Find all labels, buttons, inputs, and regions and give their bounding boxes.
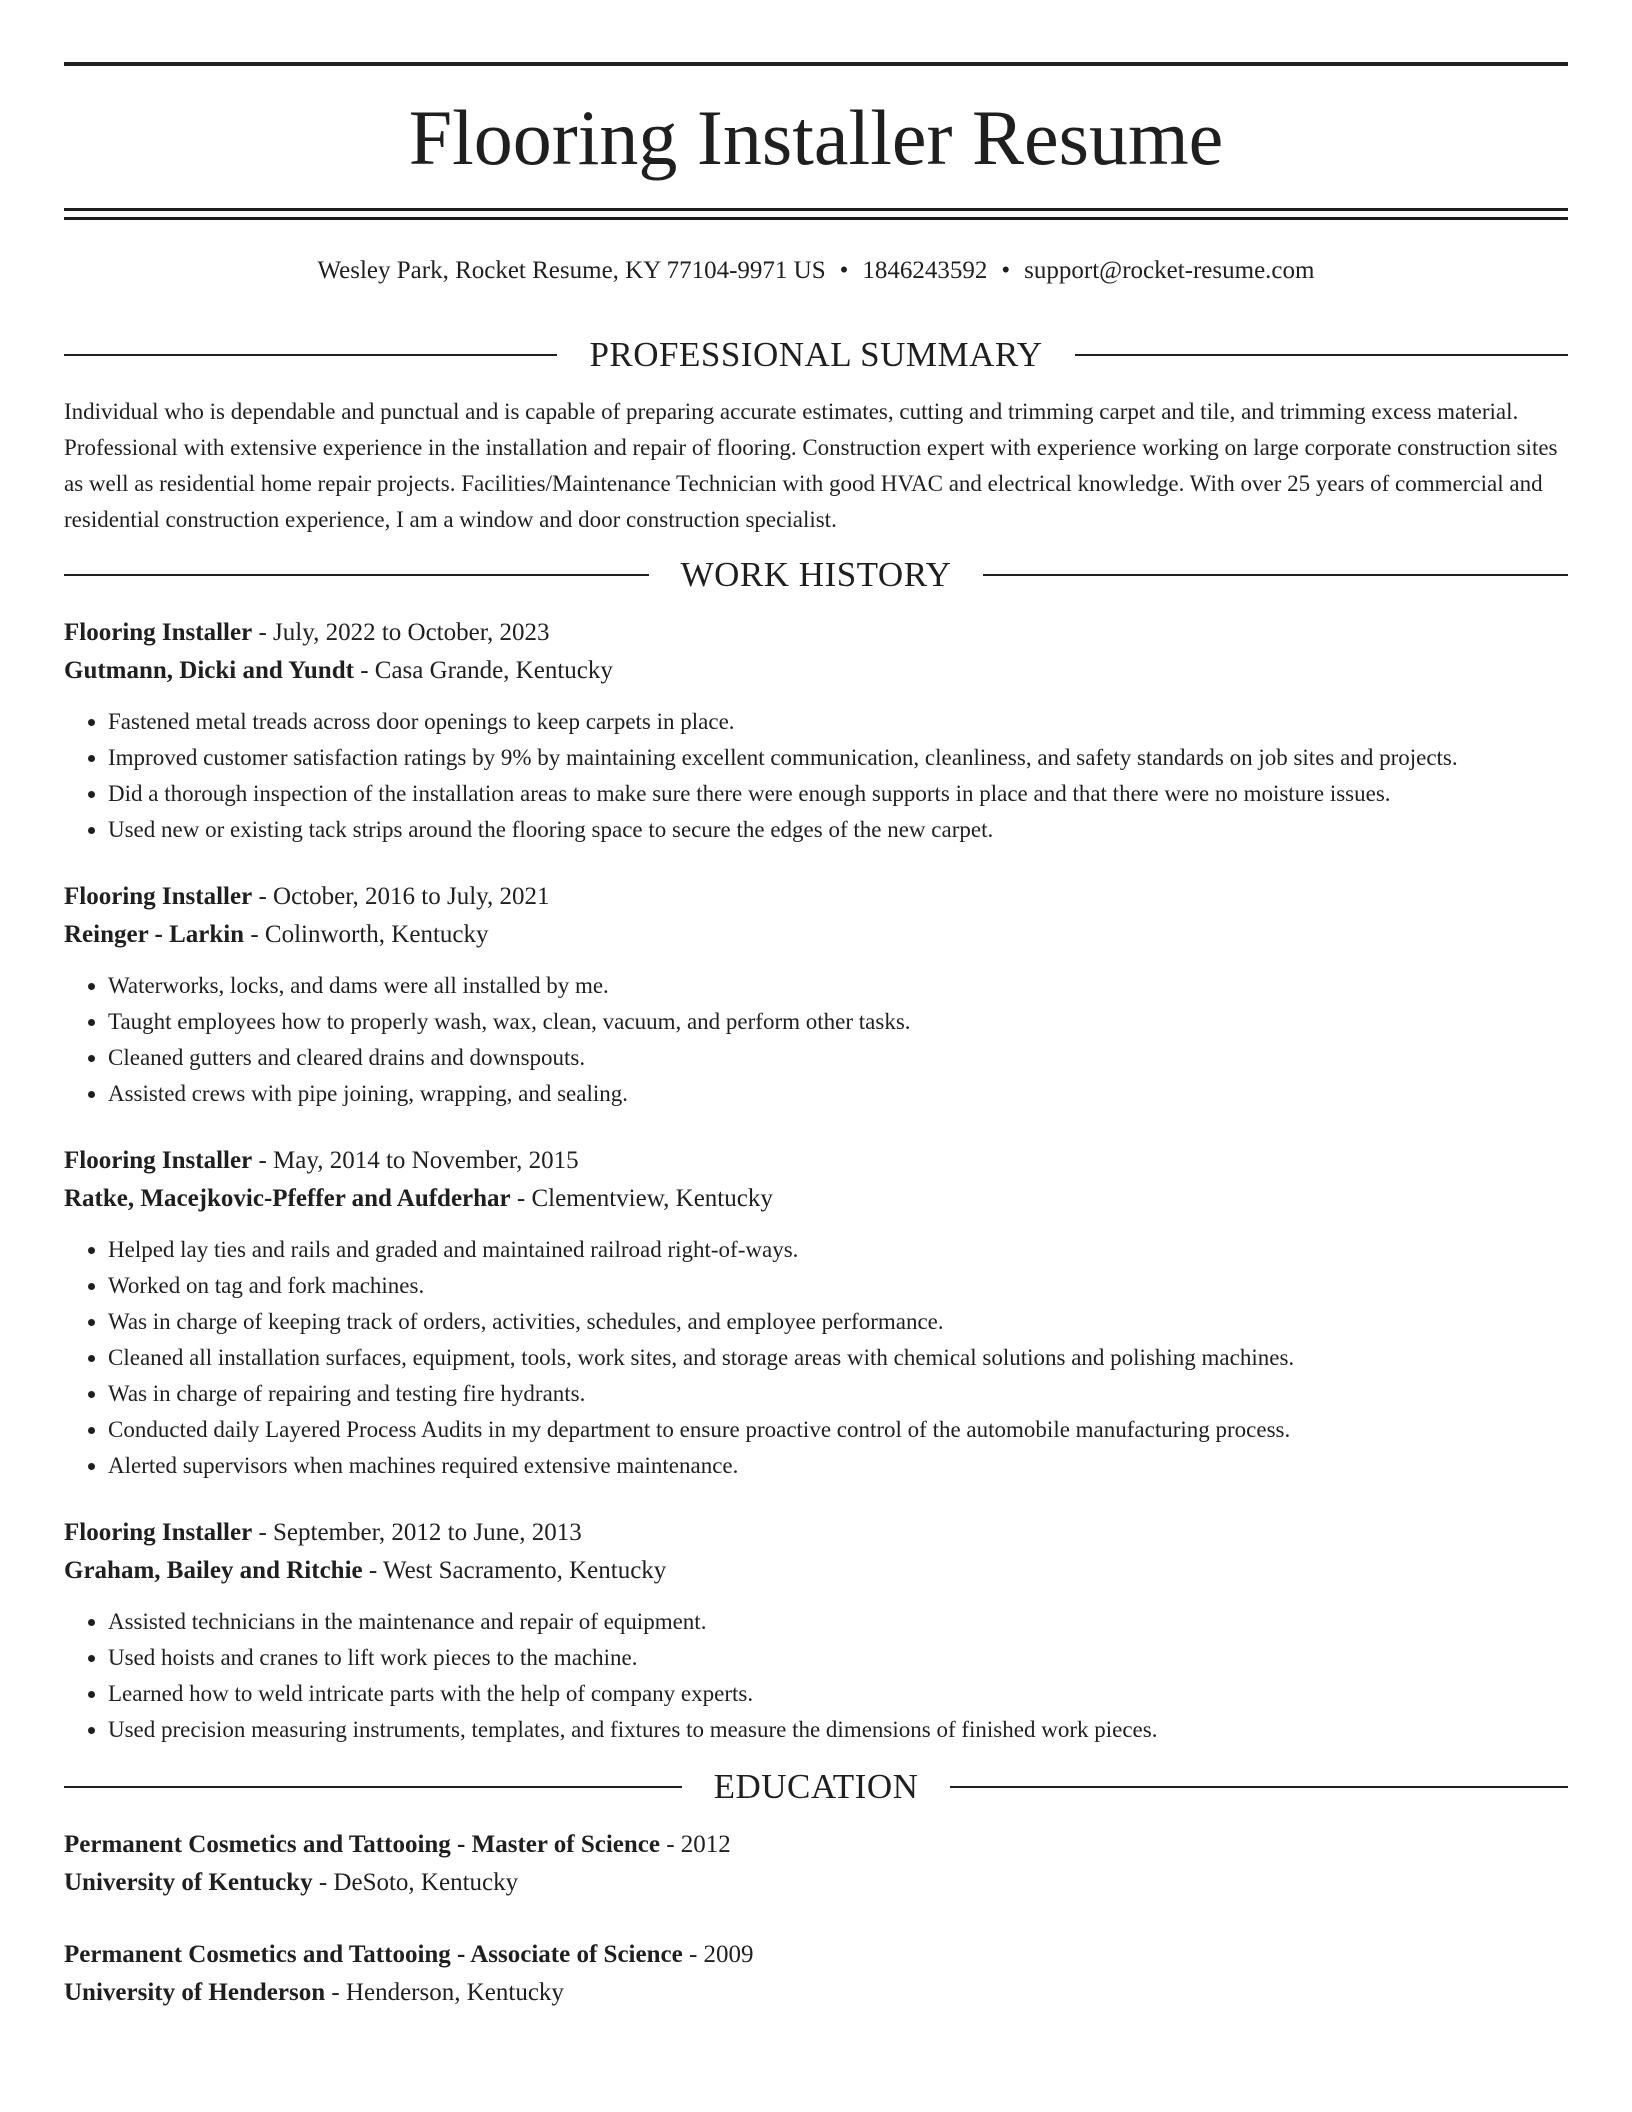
education-year: - 2009	[682, 1941, 754, 1968]
job-title-line	[64, 614, 1568, 652]
job-bullet: • Improved customer satisfaction ratings by 9% by maintaining excellent communication, cleanliness, and safety standards on job sites and projects.	[108, 740, 1568, 776]
job-location: - Casa Grande, Kentucky	[353, 657, 613, 684]
education-school-line	[64, 1864, 1568, 1902]
job-title: Flooring Installer	[64, 1147, 253, 1174]
job-bullet: • Used new or existing tack strips around the flooring space to secure the edges of the new carpet.	[108, 812, 1568, 848]
section-title-summary: PROFESSIONAL SUMMARY	[589, 335, 1043, 374]
job-bullet: • Assisted technicians in the maintenance and repair of equipment.	[108, 1604, 1568, 1640]
job-company: Graham, Bailey and Ritchie	[64, 1557, 363, 1584]
job-company: Reinger - Larkin	[64, 921, 245, 948]
job-bullet: • Cleaned gutters and cleared drains and downspouts.	[108, 1040, 1568, 1076]
job-location: - Clementview, Kentucky	[510, 1185, 773, 1212]
education-school: University of Henderson	[64, 1979, 326, 2006]
education-location: - Henderson, Kentucky	[325, 1979, 564, 2006]
job-company-line	[64, 1552, 1568, 1590]
summary-text: Individual who is dependable and punctual and is capable of preparing accurate estimates, cutting and trimming carpet and tile, and trimming excess material. Professional with extensive experience in the installation and repair of flooring. Construction expert with experience working on large corporate construction sites as well as residential home repair projects. Facilities/Maintenance Technician with good HVAC and electrical knowledge. With over 25 years of commercial and residential construction experience, I am a window and door construction specialist.	[64, 399, 1558, 532]
contact-line	[64, 254, 1568, 288]
job-bullet: • Assisted crews with pipe joining, wrapping, and sealing.	[108, 1076, 1568, 1112]
job-title: Flooring Installer	[64, 883, 253, 910]
section-header-education	[64, 1762, 1568, 1812]
job-bullets	[64, 1232, 1568, 1484]
education-year: - 2012	[659, 1831, 731, 1858]
job-title: Flooring Installer	[64, 619, 253, 646]
job-bullet: • Was in charge of repairing and testing fire hydrants.	[108, 1376, 1568, 1412]
job-bullet: • Conducted daily Layered Process Audits in my department to ensure proactive control of the automobile manufacturing process.	[108, 1412, 1568, 1448]
job-bullet: • Taught employees how to properly wash, wax, clean, vacuum, and perform other tasks.	[108, 1004, 1568, 1040]
contact-address: Wesley Park, Rocket Resume, KY 77104-9971 US	[317, 257, 826, 284]
job-entry	[64, 1142, 1568, 1484]
job-company: Ratke, Macejkovic-Pfeffer and Aufderhar	[64, 1185, 511, 1212]
section-title-education: EDUCATION	[713, 1767, 919, 1806]
education-school: University of Kentucky	[64, 1869, 313, 1896]
education-location: - DeSoto, Kentucky	[312, 1869, 519, 1896]
resume-content	[64, 330, 1568, 2012]
education-entry	[64, 1936, 1568, 2012]
education-degree: Permanent Cosmetics and Tattooing - Master of Science	[64, 1831, 660, 1858]
job-entry	[64, 878, 1568, 1112]
job-bullets	[64, 704, 1568, 848]
job-title: Flooring Installer	[64, 1519, 253, 1546]
job-dates: - July, 2022 to October, 2023	[252, 619, 550, 646]
contact-phone: 1846243592	[862, 257, 988, 284]
job-bullet: • Used precision measuring instruments, templates, and fixtures to measure the dimensions of finished work pieces.	[108, 1712, 1568, 1748]
job-bullet: • Did a thorough inspection of the installation areas to make sure there were enough supports in place and that there were no moisture issues.	[108, 776, 1568, 812]
job-title-line	[64, 1514, 1568, 1552]
contact-separator: •	[1001, 257, 1011, 284]
contact-separator: •	[839, 257, 849, 284]
job-company-line	[64, 1180, 1568, 1218]
education-school-line	[64, 1974, 1568, 2012]
job-bullet: • Was in charge of keeping track of orders, activities, schedules, and employee performance.	[108, 1304, 1568, 1340]
job-location: - Colinworth, Kentucky	[244, 921, 489, 948]
section-rule-right	[1075, 354, 1568, 356]
job-bullet: • Fastened metal treads across door openings to keep carpets in place.	[108, 704, 1568, 740]
job-title-line	[64, 878, 1568, 916]
job-bullet: • Learned how to weld intricate parts with the help of company experts.	[108, 1676, 1568, 1712]
section-header-work	[64, 550, 1568, 600]
section-rule-right	[983, 574, 1568, 576]
section-rule-left	[64, 1786, 682, 1788]
job-bullet: • Used hoists and cranes to lift work pieces to the machine.	[108, 1640, 1568, 1676]
contact-email: support@rocket-resume.com	[1024, 257, 1315, 284]
job-dates: - October, 2016 to July, 2021	[252, 883, 550, 910]
section-rule-right	[950, 1786, 1568, 1788]
education-degree: Permanent Cosmetics and Tattooing - Associate of Science	[64, 1941, 683, 1968]
section-rule-left	[64, 574, 649, 576]
job-entry	[64, 1514, 1568, 1748]
job-company: Gutmann, Dicki and Yundt	[64, 657, 354, 684]
section-rule-left	[64, 354, 557, 356]
job-dates: - May, 2014 to November, 2015	[252, 1147, 579, 1174]
title-double-rule	[64, 208, 1568, 220]
section-header-summary	[64, 330, 1568, 380]
top-rule	[64, 62, 1568, 66]
job-bullets	[64, 1604, 1568, 1748]
job-company-line	[64, 916, 1568, 954]
education-degree-line	[64, 1826, 1568, 1864]
job-bullet: • Waterworks, locks, and dams were all installed by me.	[108, 968, 1568, 1004]
job-dates: - September, 2012 to June, 2013	[252, 1519, 582, 1546]
job-bullets	[64, 968, 1568, 1112]
page-title: Flooring Installer Resume	[408, 94, 1224, 181]
job-bullet: • Alerted supervisors when machines required extensive maintenance.	[108, 1448, 1568, 1484]
job-company-line	[64, 652, 1568, 690]
section-title-work: WORK HISTORY	[680, 555, 952, 594]
education-degree-line	[64, 1936, 1568, 1974]
job-bullet: • Cleaned all installation surfaces, equipment, tools, work sites, and storage areas with chemical solutions and polishing machines.	[108, 1340, 1568, 1376]
job-entry	[64, 614, 1568, 848]
job-bullet: • Helped lay ties and rails and graded and maintained railroad right-of-ways.	[108, 1232, 1568, 1268]
education-entry	[64, 1826, 1568, 1902]
job-bullet: • Worked on tag and fork machines.	[108, 1268, 1568, 1304]
job-location: - West Sacramento, Kentucky	[362, 1557, 667, 1584]
job-title-line	[64, 1142, 1568, 1180]
